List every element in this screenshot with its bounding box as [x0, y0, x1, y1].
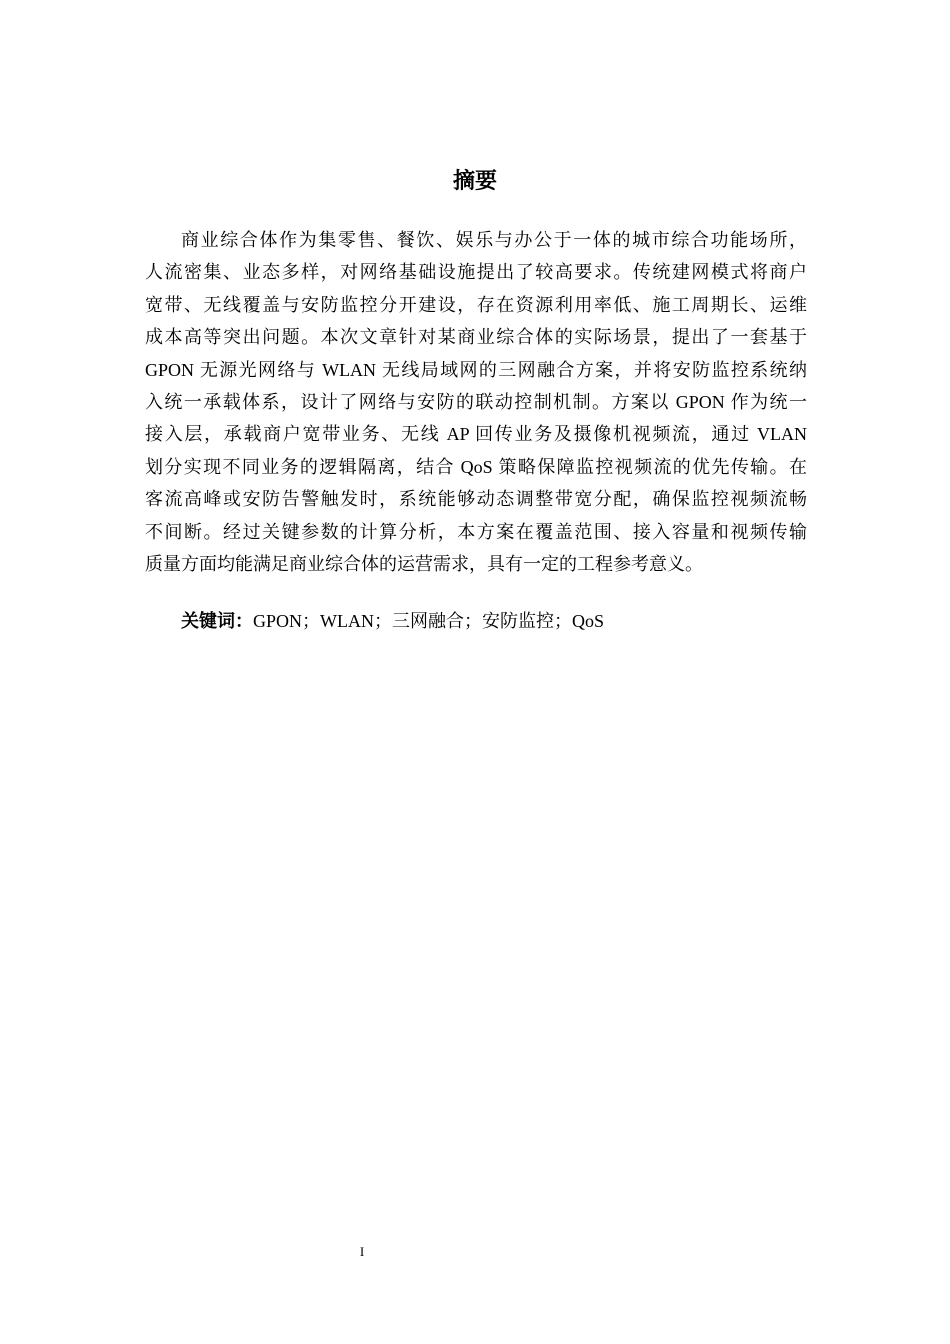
abstract-title: 摘要 [452, 169, 497, 194]
abstract-line: 宽带、无线覆盖与安防监控分开建设，存在资源利用率低、施工周期长、运维 [145, 294, 807, 315]
abstract-body [145, 224, 807, 580]
abstract-line: 划分实现不同业务的逻辑隔离，结合 QoS 策略保障监控视频流的优先传输。在 [145, 456, 807, 477]
abstract-line: 客流高峰或安防告警触发时，系统能够动态调整带宽分配，确保监控视频流畅 [145, 489, 807, 510]
abstract-line: 质量方面均能满足商业综合体的运营需求，具有一定的工程参考意义。 [145, 554, 703, 575]
abstract-line: 商业综合体作为集零售、餐饮、娱乐与办公于一体的城市综合功能场所， [181, 230, 807, 250]
abstract-line: 入统一承载体系，设计了网络与安防的联动控制机制。方案以 GPON 作为统一 [145, 392, 807, 413]
abstract-line: 接入层，承载商户宽带业务、无线 AP 回传业务及摄像机视频流，通过 VLAN [145, 424, 807, 445]
keywords [181, 607, 604, 636]
page-number: I [359, 1244, 365, 1259]
keywords-label: 关键词： [181, 611, 253, 632]
abstract-line: GPON 无源光网络与 WLAN 无线局域网的三网融合方案，并将安防监控系统纳 [145, 359, 807, 380]
keywords-text: GPON；WLAN；三网融合；安防监控；QoS [253, 611, 604, 631]
abstract-line: 成本高等突出问题。本次文章针对某商业综合体的实际场景，提出了一套基于 [145, 327, 807, 348]
abstract-line: 不间断。经过关键参数的计算分析，本方案在覆盖范围、接入容量和视频传输 [145, 521, 807, 542]
abstract-line: 人流密集、业态多样，对网络基础设施提出了较高要求。传统建网模式将商户 [145, 262, 807, 283]
